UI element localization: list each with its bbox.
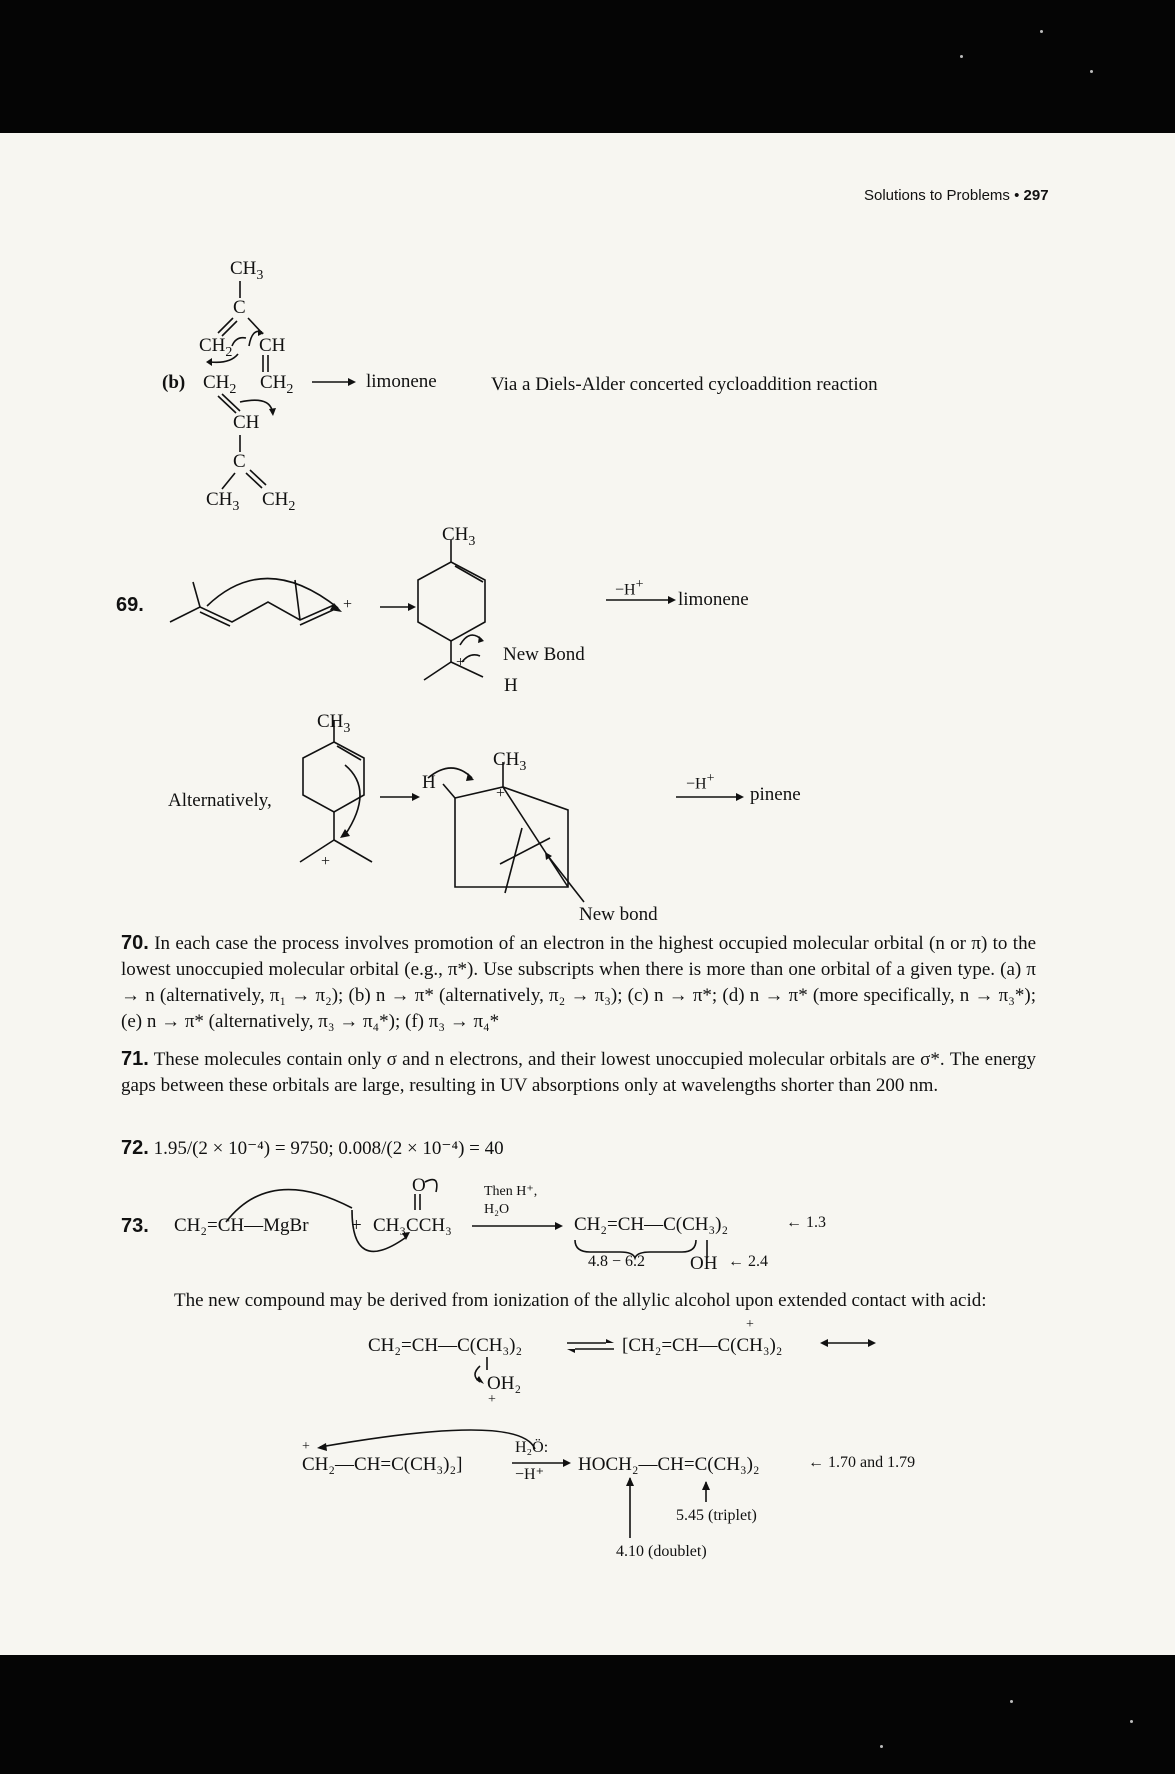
- p69-alternatively: Alternatively,: [168, 790, 272, 811]
- p73-grignard: CH₂=CH—MgBr: [174, 1215, 309, 1236]
- p73-shift-3: ← 1.70 and 1.79: [808, 1454, 916, 1471]
- p69-reagent2: −H+: [686, 771, 715, 793]
- p73-allyl-cation-2: CH₂—CH=C(CH₃)₂]: [302, 1454, 463, 1475]
- problem-73-number: 73.: [121, 1215, 149, 1237]
- problem-72: 72. 1.95/(2 × 10⁻⁴) = 9750; 0.008/(2 × 10⁻⁴) = 40: [121, 1137, 504, 1159]
- p69-alt-ch3: $CH_3$: [317, 711, 351, 736]
- p73-shift-2: ← 2.4: [728, 1253, 768, 1270]
- b-ch-diene: CH: [259, 335, 286, 356]
- p69-pinane-plus: +: [496, 785, 506, 802]
- b-ch2-left: $CH_2$: [203, 372, 237, 397]
- p73-range: 4.8 − 6.2: [588, 1253, 646, 1270]
- p73-shift-5: 4.10 (doublet): [616, 1543, 707, 1560]
- p73-plus: +: [351, 1215, 362, 1236]
- p69-h: H: [504, 675, 518, 696]
- p73-shift-4: 5.45 (triplet): [676, 1507, 757, 1524]
- p73-cation-plus-2: +: [302, 1439, 310, 1454]
- p73-water: H₂Ö:: [515, 1439, 549, 1456]
- p73-minus-h: −H⁺: [515, 1466, 545, 1483]
- p73-condition-1: Then H⁺,: [484, 1184, 538, 1199]
- p69-pinane-h: H: [422, 772, 436, 793]
- b-label: (b): [162, 372, 186, 393]
- b-note: Via a Diels-Alder concerted cycloaddition reaction: [491, 374, 878, 395]
- p73-oxygen: O: [412, 1175, 426, 1196]
- p73-final-product: HOCH₂—CH=C(CH₃)₂: [578, 1454, 760, 1475]
- p69-product2: pinene: [750, 784, 801, 805]
- b-ch-dienophile: CH: [233, 412, 260, 433]
- problem-71: 71. These molecules contain only σ and n electrons, and their lowest unoccupied molecular orbitals are σ*. The energy gaps between these orbitals are large, resulting in UV absorptions only at wavelengths shorter than 200 nm.: [121, 1048, 1036, 1096]
- p73-oh2-plus: +: [488, 1392, 496, 1407]
- b-c-top: C: [233, 297, 246, 318]
- p69-pinane-ch3: $CH_3$: [493, 749, 527, 774]
- p69-ch3: $CH_3$: [442, 524, 476, 549]
- b-product: limonene: [366, 371, 437, 392]
- b-ch2-bottom: $CH_2$: [262, 489, 296, 514]
- p69-new-bond-2: New bond: [579, 904, 658, 925]
- b-ch2-right: $CH_2$: [260, 372, 294, 397]
- p73-allylic-alcohol: CH₂=CH—C(CH₃)₂: [368, 1335, 523, 1356]
- p73-sentence: The new compound may be derived from ionization of the allylic alcohol upon extended contact with acid:: [174, 1290, 987, 1311]
- p69-new-bond: New Bond: [503, 644, 585, 665]
- p69-ring-cation-plus: +: [456, 654, 466, 671]
- problem-70: 70. In each case the process involves promotion of an electron in the highest occupied molecular orbital (n or π) to the lowest unoccupied molecular orbital (e.g., π*). Use subscripts when there is more than one orbital of a given type. (a) π → n (alternatively, π₁ → π₂); (b) n → π* (alternatively, π₂ → π₃); (c) n → π*; (d) n → π* (more specifically, n → π₃*); (e) n → π* (alternatively, π₃ → π₄*); (f) π₃ → π₄*: [121, 932, 1037, 1032]
- p73-product: CH₂=CH—C(CH₃)₂: [574, 1214, 729, 1235]
- p69-product: limonene: [678, 589, 749, 610]
- p73-oh2: OH₂: [487, 1373, 522, 1394]
- b-ch3-top: $CH_3$: [230, 258, 264, 283]
- p73-acetone: CH₃CCH₃: [373, 1215, 452, 1236]
- b-c-bottom: C: [233, 451, 246, 472]
- running-header: Solutions to Problems • 297: [864, 187, 1049, 204]
- p73-allyl-cation-1: [CH₂=CH—C(CH₃)₂: [622, 1335, 783, 1356]
- problem-69-number: 69.: [116, 594, 144, 616]
- p73-oh: OH: [690, 1253, 718, 1274]
- p69-reagent: −H+: [615, 577, 644, 599]
- p69-cation-plus: +: [343, 596, 353, 613]
- p73-shift-1: ← 1.3: [786, 1214, 826, 1231]
- b-ch2-diene: $CH_2$: [199, 335, 233, 360]
- b-ch3-bottom: $CH_3$: [206, 489, 240, 514]
- p73-condition-2: H₂O: [484, 1202, 510, 1217]
- p73-cation-plus-1: +: [746, 1317, 754, 1332]
- p69-alt-plus: +: [321, 853, 331, 870]
